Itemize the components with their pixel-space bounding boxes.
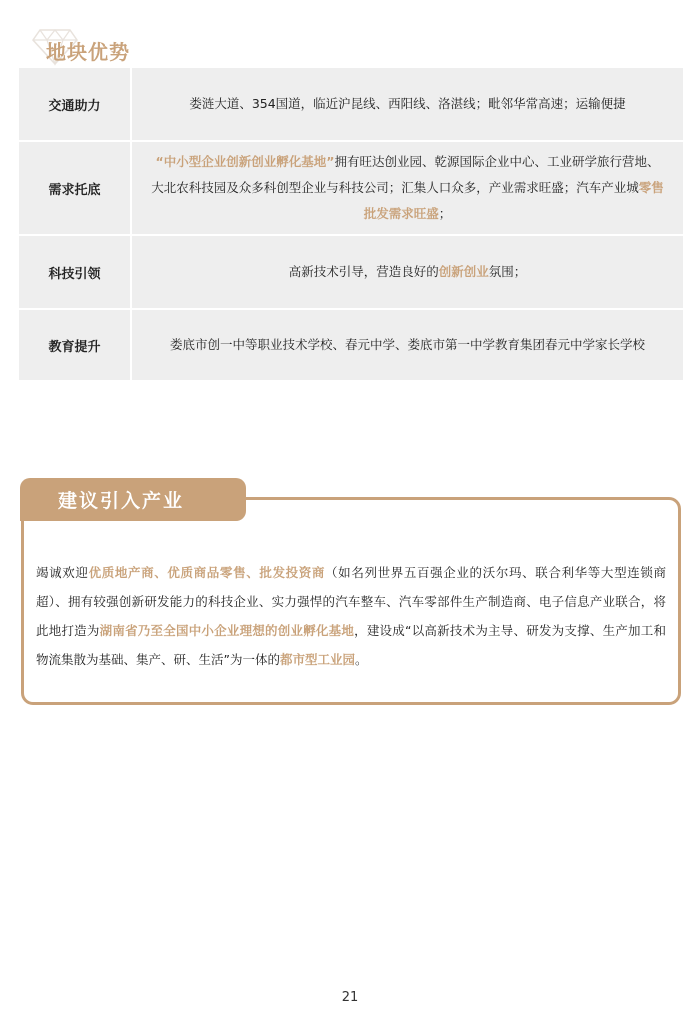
highlight-text: “中小型企业创新创业孵化基地” [155,154,335,169]
table-row [19,142,683,236]
table-row [19,68,683,142]
row-content [132,142,683,234]
row-label: 科技引领 [19,236,132,308]
advantages-table [19,68,683,382]
highlight-text: 优质地产商、优质商品零售、批发投资商 [88,565,326,580]
body-text: 高新技术引导，营造良好的 [288,264,439,279]
section-title: 地块优势 [46,40,130,64]
body-text: ； [438,206,452,221]
body-text: 氛围； [488,264,527,279]
body-text: 娄涟大道、354国道，临近沪昆线、西阳线、洛湛线；毗邻华常高速；运输便捷 [189,96,626,111]
body-text: 娄底市创一中等职业技术学校、春元中学、娄底市第一中学教育集团春元中学家长学校 [169,337,645,352]
highlight-text: 都市型工业园 [279,652,355,667]
row-content [132,236,683,308]
recommend-title: 建议引入产业 [58,490,185,512]
highlight-text: 零售批发需求旺盛 [363,180,664,221]
body-text: 。 [355,652,368,667]
body-text: 竭诚欢迎 [36,565,89,580]
body-text: ，建设成“以高新技术为主导、研发为支撑、生产加工和物流集散为基础、集产、研、生活”为一体的 [36,623,666,667]
body-text: 拥有旺达创业园、乾源国际企业中心、工业研学旅行营地、大北农科技园及众多科创型企业与科技公司；汇集人口众多，产业需求旺盛；汽车产业城 [151,154,660,195]
page-number: 21 [341,990,359,1005]
row-label: 需求托底 [19,142,132,234]
table-row [19,236,683,310]
highlight-text: 湖南省乃至全国中小企业理想的创业孵化基地 [99,623,355,638]
recommend-tab [20,478,246,521]
section-header [32,26,192,72]
body-text: （如名列世界五百强企业的沃尔玛、联合利华等大型连锁商超）、拥有较强创新研发能力的科技企业、实力强悍的汽车整车、汽车零部件生产制造商、电子信息产业联合，将此地打造为 [36,565,666,638]
table-row [19,310,683,382]
recommend-text [36,558,666,674]
highlight-text: 创新创业 [438,264,489,279]
row-content [132,310,683,380]
row-label: 教育提升 [19,310,132,380]
row-content [132,68,683,140]
row-label: 交通助力 [19,68,132,140]
